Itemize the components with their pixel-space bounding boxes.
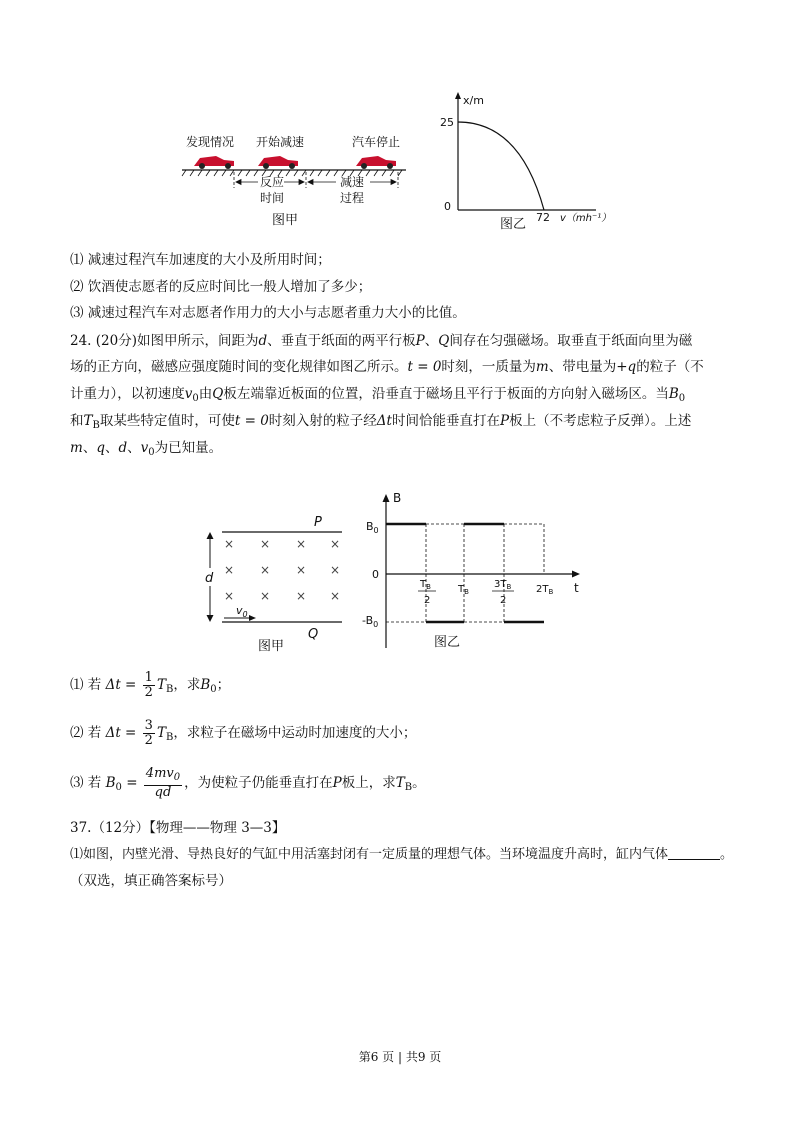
part-num: ⑴	[70, 677, 84, 693]
var-B0-sub: 0	[210, 684, 217, 695]
road-hatching	[182, 170, 402, 176]
var-TB: T	[156, 677, 166, 693]
q37-line-2: （双选，填正确答案标号）	[70, 873, 232, 889]
label-decel-process: 过程	[340, 191, 365, 205]
svg-text:×: ×	[260, 537, 271, 551]
fraction-1-2: $\frac{1}{2}$	[144, 670, 153, 700]
q24-line-5	[70, 438, 222, 463]
var-dt: Δt	[376, 413, 392, 429]
svg-text:×: ×	[260, 589, 271, 603]
q23-item-1	[70, 250, 331, 270]
var-d: d	[118, 440, 128, 456]
svg-text:×: ×	[330, 589, 341, 603]
var-m: m	[70, 440, 83, 456]
var-Q: Q	[212, 386, 224, 402]
q24-text: 为已知量。	[154, 440, 223, 456]
bt-segments	[386, 524, 544, 622]
q24-text: 、	[127, 440, 141, 456]
svg-text:×: ×	[224, 537, 235, 551]
bt-zero-label: 0	[372, 568, 379, 581]
q23-item-3	[70, 303, 466, 323]
xv-y-label: x/m	[463, 94, 484, 107]
part-text: ，求粒子在磁场中运动时加速度的大小；	[173, 725, 417, 741]
label-P: P	[314, 515, 322, 530]
label-start-decel: 开始减速	[256, 135, 305, 149]
q24-text: 间存在匀强磁场。取垂直于纸面向里为磁	[449, 333, 693, 349]
q23-item-3-text: 减速过程汽车对志愿者作用力的大小与志愿者重力大小的比值。	[87, 305, 466, 321]
xv-x-label: v（mh⁻¹）	[560, 213, 612, 224]
part-text: ，为使粒子仍能垂直打在	[184, 775, 333, 791]
label-Q: Q	[308, 627, 319, 642]
var-TB-sub: B	[92, 420, 100, 431]
q23-item-2	[70, 277, 371, 297]
label-reaction: 反应	[260, 175, 285, 189]
var-B0-sub: 0	[115, 782, 122, 793]
var-B0: B	[105, 775, 116, 791]
q23-item-2-text: 饮酒使志愿者的反应时间比一般人增加了多少；	[87, 279, 372, 295]
var-TB-sub: B	[165, 684, 174, 695]
part-text: 板上，求	[341, 775, 396, 791]
fraction-4mv0-qd: $\frac{4mv_0}{qd}$	[145, 766, 181, 800]
label-car-stop: 汽车停止	[352, 135, 401, 149]
q37-text: ⑴如图，内壁光滑、导热良好的气缸中用活塞封闭有一定质量的理想气体。当环境温度升高时，缸内气体	[70, 847, 669, 862]
eq-dt: Δt =	[105, 677, 137, 693]
car-figure-caption: 图甲	[272, 213, 299, 228]
svg-text:×: ×	[296, 589, 307, 603]
part-text: 若	[87, 775, 102, 791]
xv-origin: 0	[444, 200, 451, 213]
bt-negB0-label: $-B_0$	[362, 614, 379, 629]
q24-text: 时刻入射的粒子经	[268, 413, 377, 429]
q24-line-1	[70, 331, 692, 351]
car-icon-3	[356, 156, 396, 169]
q24-head: 24. (20分)如图甲所示，间距为	[70, 333, 259, 349]
var-P: P	[415, 333, 425, 349]
var-TB: T	[395, 775, 405, 791]
q24-part-2	[70, 712, 416, 759]
q23-item-1-num: ⑴	[70, 252, 84, 268]
var-B0: B	[668, 386, 679, 402]
var-B0: B	[200, 677, 211, 693]
label-found-situation: 发现情况	[186, 135, 235, 149]
q24-line-3	[70, 384, 685, 409]
q24-text: 板上（不考虑粒子反弹）。上述	[509, 413, 692, 429]
part-num: ⑵	[70, 725, 84, 741]
q37-head: 37.（12分）【物理——物理 3—3】	[70, 820, 286, 836]
q23-item-3-num: ⑶	[70, 305, 84, 321]
q24-text: 、	[424, 333, 439, 349]
var-v0: v	[184, 386, 193, 402]
svg-text:2: 2	[500, 595, 507, 606]
var-Q: Q	[438, 333, 450, 349]
bt-caption: 图乙	[434, 635, 461, 650]
answer-blank[interactable]	[668, 847, 720, 860]
page-footer: 第6 页 | 共9 页	[358, 1050, 442, 1064]
xv-graph	[436, 86, 626, 236]
var-v0-sub: 0	[192, 393, 199, 404]
var-B0-sub: 0	[678, 393, 686, 404]
var-v0: v	[140, 440, 149, 456]
eq-t0: t = 0	[234, 413, 269, 429]
bt-graph	[360, 490, 590, 656]
var-d: d	[258, 333, 268, 349]
svg-text:×: ×	[330, 537, 341, 551]
part-text: ；	[216, 677, 231, 693]
bt-tick-3half	[492, 579, 514, 606]
car-braking-figure	[180, 128, 410, 228]
part-text: 若	[87, 725, 102, 741]
var-TB: T	[83, 413, 93, 429]
bt-tick-2TB: $2T_B$	[536, 584, 554, 596]
svg-text:×: ×	[260, 563, 271, 577]
part-text: ，求	[173, 677, 201, 693]
label-decel: 减速	[340, 175, 365, 189]
var-P: P	[499, 413, 510, 429]
q23-item-2-num: ⑵	[70, 279, 84, 295]
var-P: P	[332, 775, 342, 791]
svg-text:×: ×	[224, 589, 235, 603]
q37-line-1	[70, 845, 733, 865]
q24-text: 时间恰能垂直打在	[391, 413, 500, 429]
var-TB: T	[156, 725, 166, 741]
q23-item-1-text: 减速过程汽车加速度的大小及所用时间；	[87, 252, 331, 268]
bt-tick-half	[418, 579, 436, 606]
field-figure	[196, 510, 356, 656]
q24-text: 计重力），以初速度	[70, 386, 185, 402]
q24-text: 时刻，一质量为	[441, 359, 536, 375]
eq-dt: Δt =	[105, 725, 137, 741]
q24-text: 取某些特定值时，可使	[99, 413, 235, 429]
var-TB-sub: B	[404, 782, 413, 793]
car-icon-2	[258, 156, 298, 169]
svg-text:×: ×	[296, 563, 307, 577]
eq-t0: t = 0	[407, 359, 442, 375]
var-m: m	[535, 359, 549, 375]
xv-curve	[458, 122, 544, 210]
car-icon-1	[194, 156, 234, 169]
svg-text:×: ×	[330, 563, 341, 577]
var-v0-sub: 0	[148, 447, 155, 458]
svg-text:2: 2	[424, 595, 431, 606]
q24-part-3	[70, 762, 426, 809]
q24-text: 和	[70, 413, 84, 429]
q24-line-4	[70, 411, 691, 436]
fraction-3-2: $\frac{3}{2}$	[144, 718, 153, 748]
svg-text:3TB: $3T_B$	[494, 579, 512, 591]
label-reaction-time: 时间	[260, 191, 285, 205]
q24-part-1	[70, 664, 230, 711]
label-d: d	[205, 571, 214, 586]
var-plus-q: +q	[616, 359, 637, 375]
bt-B0-label: $B_0$	[366, 520, 379, 535]
q24-text: 、带电量为	[548, 359, 617, 375]
part-text: 。	[412, 775, 426, 791]
svg-text:TB: $T_B$	[420, 579, 431, 591]
q24-text: 由	[198, 386, 213, 402]
part-text: 若	[87, 677, 102, 693]
q37-text: 。	[720, 847, 734, 862]
field-caption: 图甲	[258, 639, 285, 654]
bt-t-label: t	[574, 581, 579, 595]
q24-text: 板左端靠近板面的位置，沿垂直于磁场且平行于板面的方向射入磁场区。当	[223, 386, 669, 402]
q24-text: 的粒子（不	[636, 359, 704, 375]
part-text: =	[126, 775, 138, 791]
var-TB-sub: B	[165, 732, 174, 743]
svg-text:×: ×	[224, 563, 235, 577]
q24-text: 、	[82, 440, 97, 456]
label-v0: $v_0$	[236, 604, 248, 619]
bt-tick-TB: $T_B$	[458, 584, 469, 596]
q24-text: 、	[104, 440, 119, 456]
svg-text:×: ×	[296, 537, 307, 551]
field-crosses	[224, 537, 340, 603]
q24-line-2	[70, 357, 704, 377]
q24-text: 场的正方向，磁感应强度随时间的变化规律如图乙所示。	[70, 359, 408, 375]
bt-y-label: B	[393, 491, 402, 505]
xv-caption: 图乙	[500, 217, 527, 232]
part-num: ⑶	[70, 775, 84, 791]
var-q: q	[96, 440, 105, 456]
xv-x-tick: 72	[536, 211, 550, 224]
xv-y-tick: 25	[440, 116, 454, 129]
q24-text: 、垂直于纸面的两平行板	[267, 333, 416, 349]
